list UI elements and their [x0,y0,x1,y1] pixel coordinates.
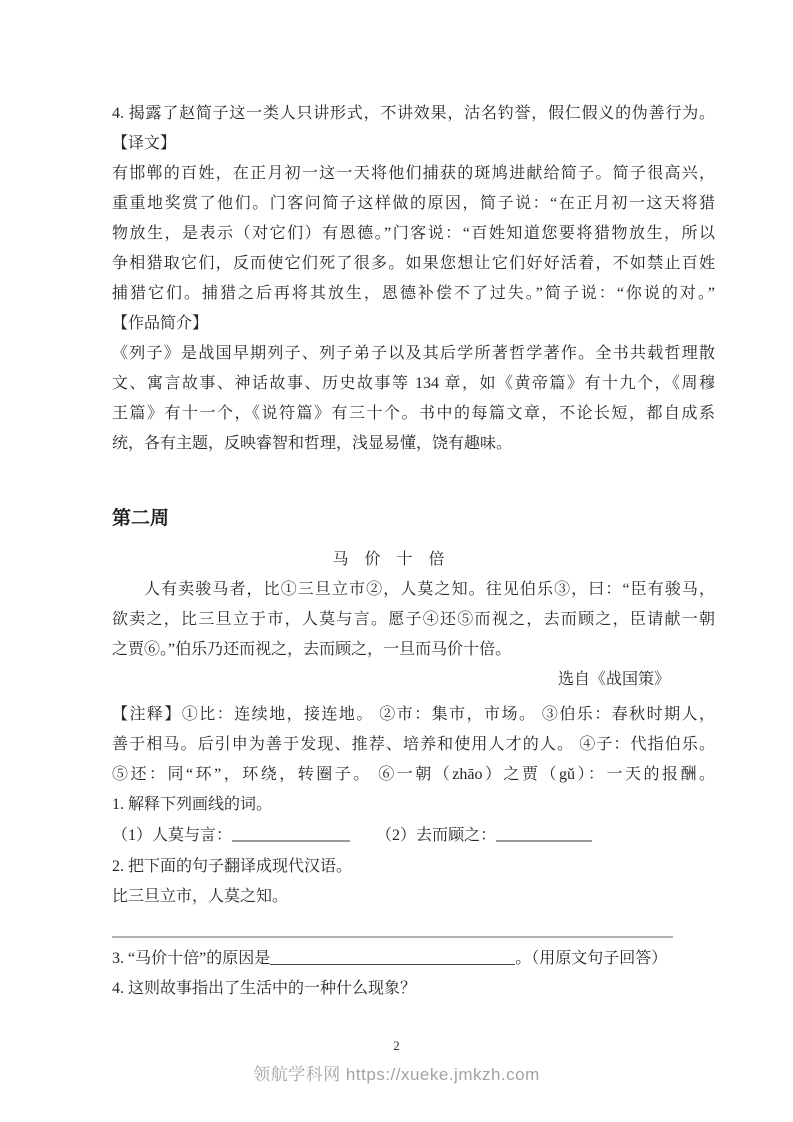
note-line: 【注释】①比：连续地，接连地。 ②市：集市，市场。 ③伯乐：春秋时期人， [112,706,715,723]
q3-suffix: 。（用原文句子回答） [515,950,668,967]
work-intro-line: 《列子》是战国早期列子、列子弟子以及其后学所著哲学著作。全书共载哲理散 [112,345,715,362]
translation-label: 【译文】 [112,135,177,152]
q1-item2-suffix: 之： [464,827,497,844]
week2-heading: 第二周 [112,508,170,529]
passage-source: 选自《战国策》 [557,671,670,688]
translation-line: 有邯郸的百姓，在正月初一这一天将他们捕获的斑鸠进献给简子。简子很高兴， [112,165,715,182]
translation-line: 重重地奖赏了他们。门客问简子这样做的原因，简子说：“在正月初一这天将猎 [112,195,715,212]
work-intro-line: 统，各有主题，反映睿智和哲理，浅显易懂，饶有趣味。 [112,435,513,452]
passage-title: 马价十倍 [332,551,461,568]
passage-line: 人有卖骏马者，比①三旦立市②，人莫之知。往见伯乐③，曰：“臣有骏马， [144,581,715,598]
translation-line: 争相猎取它们，反而使它们死了很多。如果您想让它们好好活着，不如禁止百姓 [112,255,715,272]
q1-item1-colon: ： [216,827,233,844]
note-line: 善于相马。后引申为善于发现、推荐、培养和使用人才的人。 ④子：代指伯乐。 [112,736,715,753]
q1-item1-emphasized-word: 言 • [200,827,216,844]
question-1: 1. 解释下列画线的词。 [112,796,273,813]
question-1-blanks [112,820,715,852]
q1-item2-text: （2）去而 [376,827,449,844]
translation-line: 捕猎它们。捕猎之后再将其放生，恩德补偿不了过失。”简子说：“你说的对。” [112,285,715,302]
answer-line-divider [112,936,673,938]
q1-item1-text: （1）人莫与 [112,827,201,844]
answer-blank [496,840,592,842]
answer-blank [270,964,515,965]
passage-line: 欲卖之，比三旦立于市，人莫与言。愿子④还⑤而视之，去而顾之，臣请献一朝 [112,611,715,628]
answer-blank [232,840,350,842]
question-3 [112,944,715,974]
q1-item2-emphasized-word: 顾 • [448,827,464,844]
work-intro-line: 王篇》有十一个，《说符篇》有三十个。书中的每篇文章，不论长短，都自成系 [112,405,715,422]
answer-item-4: 4. 揭露了赵简子这一类人只讲形式，不讲效果，沽名钓誉，假仁假义的伪善行为。 [112,105,715,122]
question-4: 4. 这则故事指出了生活中的一种什么现象？ [112,980,417,997]
q3-text: 3. “马价十倍”的原因是 [112,950,271,967]
watermark: 领航学科网 https://xueke.jmkzh.com [253,1065,540,1084]
question-2-sentence: 比三旦立市，人莫之知。 [112,888,289,905]
passage-line: 之贾⑥。”伯乐乃还而视之，去而顾之，一旦而马价十倍。 [112,641,512,658]
page-number: 2 [393,1038,400,1053]
work-intro-line: 文、寓言故事、神话故事、历史故事等 134 章，如《黄帝篇》有十九个，《周穆 [112,375,715,392]
question-2: 2. 把下面的句子翻译成现代汉语。 [112,858,353,875]
translation-line: 物放生，是表示（对它们）有恩德。”门客说：“百姓知道您要将猎物放生，所以 [112,225,715,242]
work-intro-label: 【作品简介】 [112,315,209,332]
note-line: ⑤还：同“环”，环绕，转圈子。 ⑥一朝（zhāo）之贾（gǔ）：一天的报酬。 [112,766,715,783]
